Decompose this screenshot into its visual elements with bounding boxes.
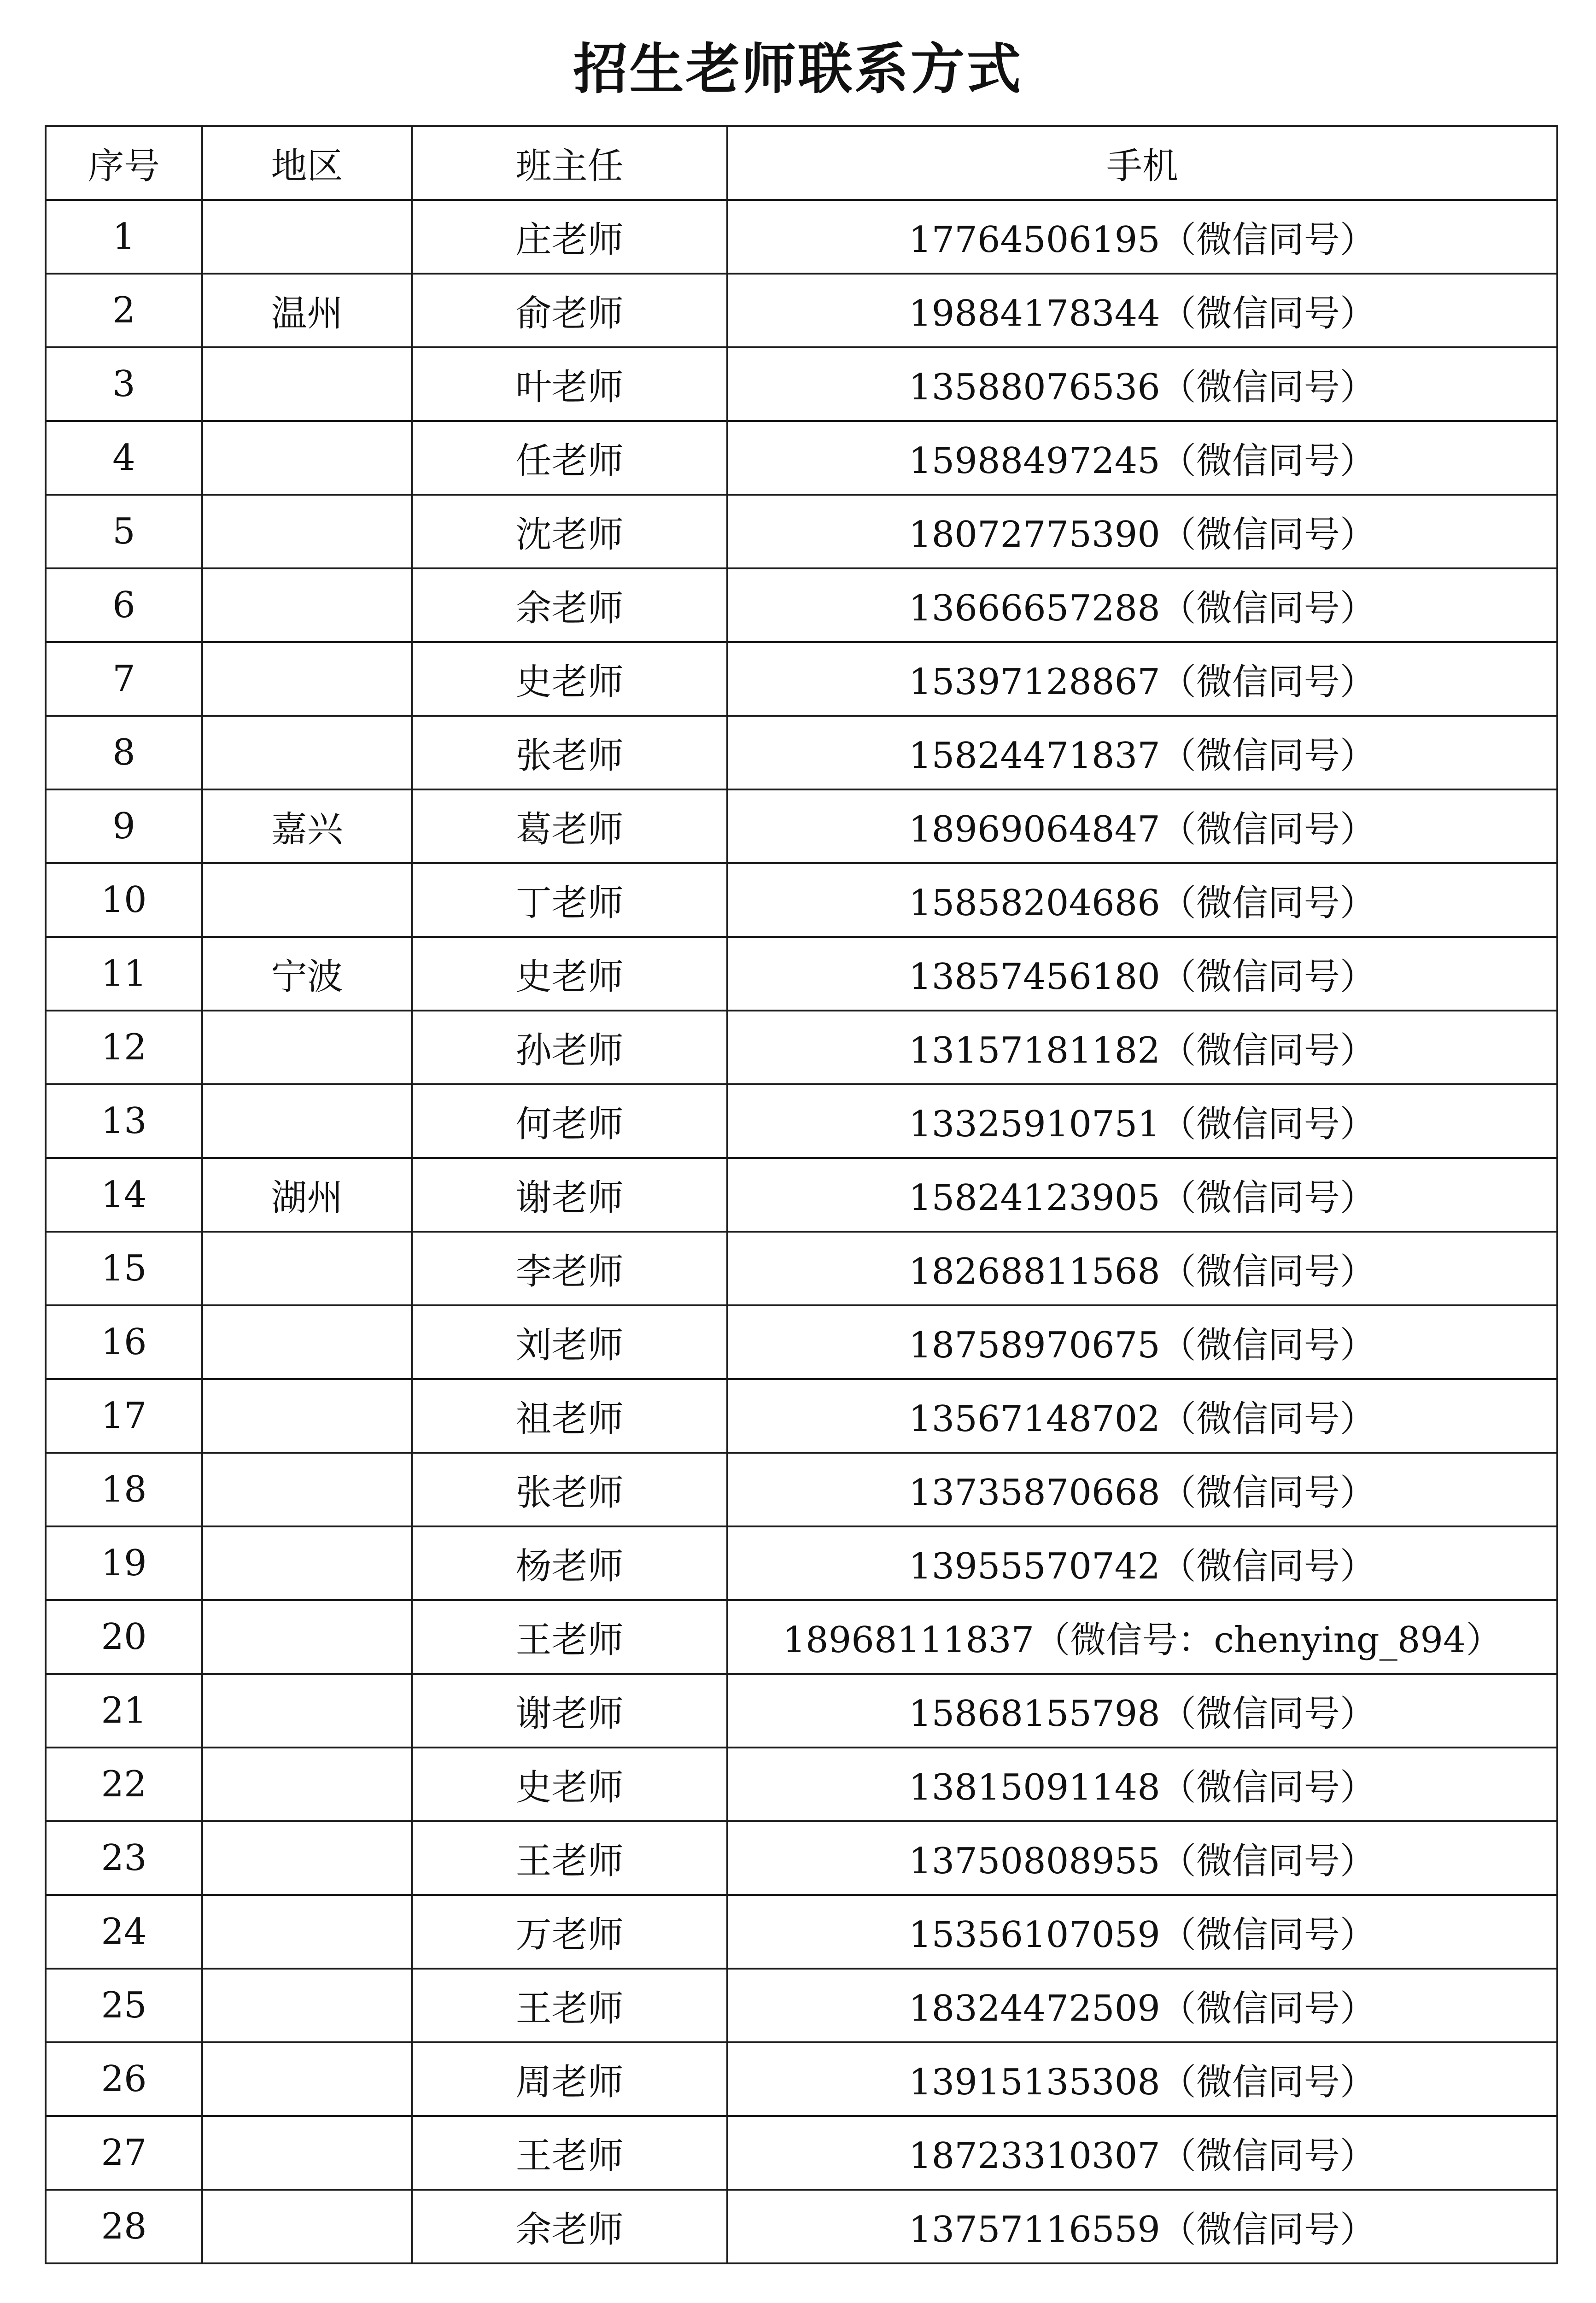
- cell-index: 26: [46, 2042, 202, 2116]
- cell-teacher: 谢老师: [412, 1158, 727, 1232]
- cell-teacher: 庄老师: [412, 200, 727, 274]
- cell-region: [202, 1895, 412, 1969]
- cell-teacher: 沈老师: [412, 495, 727, 568]
- table-row: [46, 1084, 1557, 1158]
- table-row: [46, 1895, 1557, 1969]
- cell-teacher: 俞老师: [412, 274, 727, 347]
- table-row: [46, 1232, 1557, 1305]
- cell-teacher: 史老师: [412, 937, 727, 1011]
- cell-region: 湖州: [202, 1158, 412, 1232]
- cell-phone: 15868155798（微信同号）: [727, 1674, 1557, 1748]
- cell-index: 12: [46, 1011, 202, 1084]
- cell-region: [202, 2042, 412, 2116]
- cell-teacher: 张老师: [412, 716, 727, 789]
- header-teacher: 班主任: [412, 126, 727, 200]
- cell-index: 19: [46, 1526, 202, 1600]
- table-body: [46, 200, 1557, 2263]
- cell-region: [202, 1674, 412, 1748]
- cell-region: [202, 347, 412, 421]
- table-row: [46, 1158, 1557, 1232]
- cell-index: 4: [46, 421, 202, 495]
- table-row: [46, 274, 1557, 347]
- cell-phone: 15824123905（微信同号）: [727, 1158, 1557, 1232]
- cell-teacher: 葛老师: [412, 789, 727, 863]
- cell-index: 10: [46, 863, 202, 937]
- cell-region: [202, 1748, 412, 1821]
- cell-index: 11: [46, 937, 202, 1011]
- cell-region: [202, 1969, 412, 2042]
- cell-region: [202, 716, 412, 789]
- cell-region: [202, 1600, 412, 1674]
- cell-teacher: 王老师: [412, 2116, 727, 2190]
- table-row: [46, 200, 1557, 274]
- table-row: [46, 1526, 1557, 1600]
- cell-phone: 18723310307（微信同号）: [727, 2116, 1557, 2190]
- cell-region: [202, 1232, 412, 1305]
- cell-phone: 13588076536（微信同号）: [727, 347, 1557, 421]
- cell-index: 14: [46, 1158, 202, 1232]
- cell-region: [202, 863, 412, 937]
- cell-index: 21: [46, 1674, 202, 1748]
- table-row: [46, 1379, 1557, 1453]
- table-row: [46, 2116, 1557, 2190]
- cell-phone: 13666657288（微信同号）: [727, 568, 1557, 642]
- cell-index: 27: [46, 2116, 202, 2190]
- cell-phone: 13915135308（微信同号）: [727, 2042, 1557, 2116]
- cell-teacher: 史老师: [412, 1748, 727, 1821]
- header-row: [46, 126, 1557, 200]
- cell-region: [202, 421, 412, 495]
- cell-teacher: 王老师: [412, 1821, 727, 1895]
- contacts-table: [45, 125, 1558, 2264]
- cell-region: 嘉兴: [202, 789, 412, 863]
- cell-region: [202, 2190, 412, 2263]
- cell-region: [202, 1379, 412, 1453]
- table-row: [46, 1674, 1557, 1748]
- cell-teacher: 王老师: [412, 1600, 727, 1674]
- cell-phone: 13157181182（微信同号）: [727, 1011, 1557, 1084]
- cell-phone: 18758970675（微信同号）: [727, 1305, 1557, 1379]
- cell-phone: 18072775390（微信同号）: [727, 495, 1557, 568]
- table-row: [46, 1453, 1557, 1526]
- cell-region: [202, 642, 412, 716]
- table-row: [46, 789, 1557, 863]
- cell-teacher: 余老师: [412, 2190, 727, 2263]
- cell-teacher: 叶老师: [412, 347, 727, 421]
- cell-teacher: 万老师: [412, 1895, 727, 1969]
- cell-index: 5: [46, 495, 202, 568]
- cell-index: 2: [46, 274, 202, 347]
- cell-index: 13: [46, 1084, 202, 1158]
- cell-teacher: 周老师: [412, 2042, 727, 2116]
- cell-region: [202, 1011, 412, 1084]
- table-row: [46, 568, 1557, 642]
- cell-index: 22: [46, 1748, 202, 1821]
- table-row: [46, 347, 1557, 421]
- cell-index: 1: [46, 200, 202, 274]
- table-row: [46, 2042, 1557, 2116]
- cell-phone: 13955570742（微信同号）: [727, 1526, 1557, 1600]
- cell-region: [202, 1526, 412, 1600]
- table-row: [46, 495, 1557, 568]
- cell-region: 宁波: [202, 937, 412, 1011]
- cell-phone: 18268811568（微信同号）: [727, 1232, 1557, 1305]
- page-title: 招生老师联系方式: [573, 37, 1023, 101]
- cell-region: 温州: [202, 274, 412, 347]
- cell-teacher: 何老师: [412, 1084, 727, 1158]
- cell-phone: 15858204686（微信同号）: [727, 863, 1557, 937]
- cell-index: 7: [46, 642, 202, 716]
- header-index: 序号: [46, 126, 202, 200]
- cell-phone: 15988497245（微信同号）: [727, 421, 1557, 495]
- table-row: [46, 1305, 1557, 1379]
- cell-index: 25: [46, 1969, 202, 2042]
- cell-index: 23: [46, 1821, 202, 1895]
- table-row: [46, 642, 1557, 716]
- cell-region: [202, 200, 412, 274]
- cell-phone: 13857456180（微信同号）: [727, 937, 1557, 1011]
- cell-index: 17: [46, 1379, 202, 1453]
- cell-region: [202, 2116, 412, 2190]
- table-row: [46, 421, 1557, 495]
- cell-phone: 13757116559（微信同号）: [727, 2190, 1557, 2263]
- table-row: [46, 1969, 1557, 2042]
- cell-teacher: 王老师: [412, 1969, 727, 2042]
- table-row: [46, 1748, 1557, 1821]
- cell-teacher: 张老师: [412, 1453, 727, 1526]
- cell-region: [202, 1453, 412, 1526]
- cell-teacher: 余老师: [412, 568, 727, 642]
- cell-phone: 13750808955（微信同号）: [727, 1821, 1557, 1895]
- cell-phone: 13567148702（微信同号）: [727, 1379, 1557, 1453]
- cell-index: 20: [46, 1600, 202, 1674]
- cell-phone: 13815091148（微信同号）: [727, 1748, 1557, 1821]
- table-row: [46, 1011, 1557, 1084]
- cell-region: [202, 495, 412, 568]
- table-row: [46, 937, 1557, 1011]
- cell-index: 9: [46, 789, 202, 863]
- cell-index: 16: [46, 1305, 202, 1379]
- header-region: 地区: [202, 126, 412, 200]
- cell-phone: 17764506195（微信同号）: [727, 200, 1557, 274]
- cell-phone: 13735870668（微信同号）: [727, 1453, 1557, 1526]
- table-row: [46, 1600, 1557, 1674]
- cell-teacher: 谢老师: [412, 1674, 727, 1748]
- cell-region: [202, 1305, 412, 1379]
- cell-index: 8: [46, 716, 202, 789]
- cell-index: 28: [46, 2190, 202, 2263]
- cell-phone: 19884178344（微信同号）: [727, 274, 1557, 347]
- cell-phone: 18324472509（微信同号）: [727, 1969, 1557, 2042]
- cell-teacher: 刘老师: [412, 1305, 727, 1379]
- cell-region: [202, 1084, 412, 1158]
- cell-phone: 18968111837（微信号：chenying_894）: [727, 1600, 1557, 1674]
- table-header: [46, 126, 1557, 200]
- cell-phone: 15824471837（微信同号）: [727, 716, 1557, 789]
- cell-index: 18: [46, 1453, 202, 1526]
- table-row: [46, 1821, 1557, 1895]
- cell-teacher: 杨老师: [412, 1526, 727, 1600]
- table-row: [46, 2190, 1557, 2263]
- cell-phone: 13325910751（微信同号）: [727, 1084, 1557, 1158]
- cell-teacher: 孙老师: [412, 1011, 727, 1084]
- cell-region: [202, 1821, 412, 1895]
- table-row: [46, 863, 1557, 937]
- cell-phone: 15356107059（微信同号）: [727, 1895, 1557, 1969]
- cell-teacher: 祖老师: [412, 1379, 727, 1453]
- cell-teacher: 丁老师: [412, 863, 727, 937]
- cell-index: 24: [46, 1895, 202, 1969]
- cell-phone: 15397128867（微信同号）: [727, 642, 1557, 716]
- cell-region: [202, 568, 412, 642]
- cell-index: 15: [46, 1232, 202, 1305]
- header-phone: 手机: [727, 126, 1557, 200]
- cell-phone: 18969064847（微信同号）: [727, 789, 1557, 863]
- table-row: [46, 716, 1557, 789]
- cell-teacher: 任老师: [412, 421, 727, 495]
- cell-index: 3: [46, 347, 202, 421]
- cell-index: 6: [46, 568, 202, 642]
- cell-teacher: 史老师: [412, 642, 727, 716]
- cell-teacher: 李老师: [412, 1232, 727, 1305]
